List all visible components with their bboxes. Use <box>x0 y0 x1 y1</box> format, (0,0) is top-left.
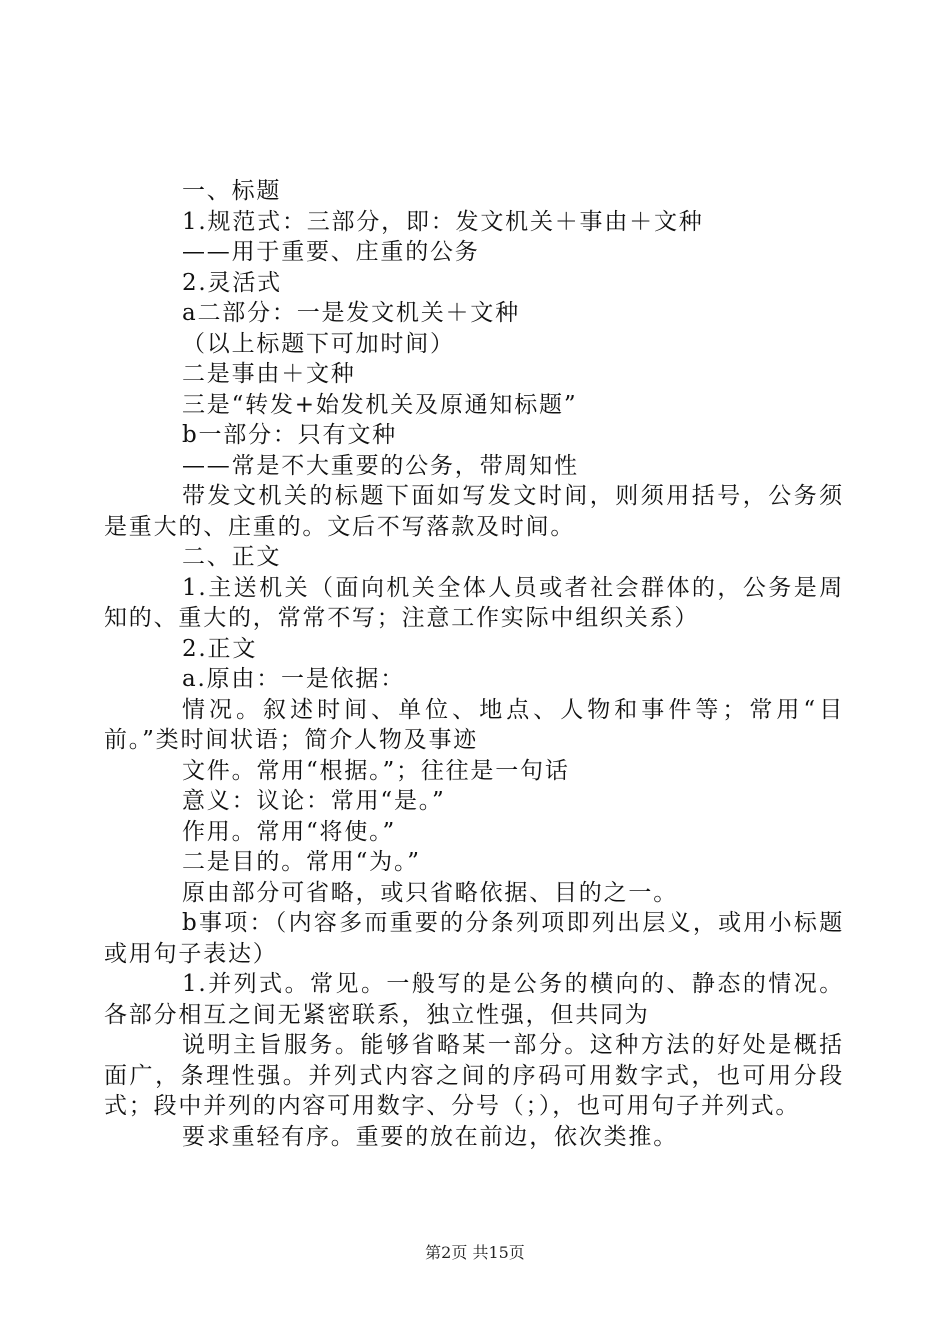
text-line: 作用。常用“将使。” <box>182 818 397 845</box>
page-footer <box>0 1242 950 1264</box>
text-line: 意义：议论：常用“是。” <box>182 788 446 814</box>
heading-body-section: 二、正文 <box>182 544 282 570</box>
text-line: ——用于重要、庄重的公务 <box>182 239 480 265</box>
text-line: 1.规范式：三部分，即：发文机关＋事由＋文种 <box>182 208 704 235</box>
paragraph: 1.主送机关（面向机关全体人员或者社会群体的，公务是周知的、重大的，常常不写；注意工作实际中组织关系） <box>104 574 844 631</box>
paragraph: b事项：（内容多而重要的分条列项即列出层义，或用小标题或用句子表达） <box>104 910 844 967</box>
document-body <box>104 176 844 1152</box>
text-line: 2.正文 <box>182 635 258 662</box>
text-line: 原由部分可省略，或只省略依据、目的之一。 <box>182 879 678 906</box>
text-line: 2.灵活式 <box>182 269 282 296</box>
text-line: 三是“转发+始发机关及原通知标题” <box>182 391 578 418</box>
text-line: a.原由：一是依据： <box>182 666 406 692</box>
paragraph: 情况。叙述时间、单位、地点、人物和事件等；常用“目前。”类时间状语；简介人物及事迹 <box>104 696 844 753</box>
page-number-label: 第2页 共15页 <box>425 1243 525 1262</box>
text-line: （以上标题下可加时间） <box>182 330 455 357</box>
text-line: 要求重轻有序。重要的放在前边，依次类推。 <box>182 1123 678 1150</box>
heading-title-section: 一、标题 <box>182 178 282 204</box>
text-line: a二部分：一是发文机关＋文种 <box>182 300 520 326</box>
paragraph: 1.并列式。常见。一般写的是公务的横向的、静态的情况。各部分相互之间无紧密联系，独立性强，但共同为 <box>104 971 844 1028</box>
text-line: 二是事由＋文种 <box>182 361 356 387</box>
text-line: 文件。常用“根据。”；往往是一句话 <box>182 757 570 784</box>
text-line: 二是目的。常用“为。” <box>182 849 421 875</box>
text-line: b一部分：只有文种 <box>182 422 397 448</box>
text-line: ——常是不大重要的公务，带周知性 <box>182 452 579 479</box>
paragraph: 带发文机关的标题下面如写发文时间，则须用括号，公务须是重大的、庄重的。文后不写落款及时间。 <box>104 483 844 540</box>
paragraph: 说明主旨服务。能够省略某一部分。这种方法的好处是概括面广，条理性强。并列式内容之间的序码可用数字式，也可用分段式；段中并列的内容可用数字、分号（；），也可用句子并列式。 <box>104 1032 844 1119</box>
